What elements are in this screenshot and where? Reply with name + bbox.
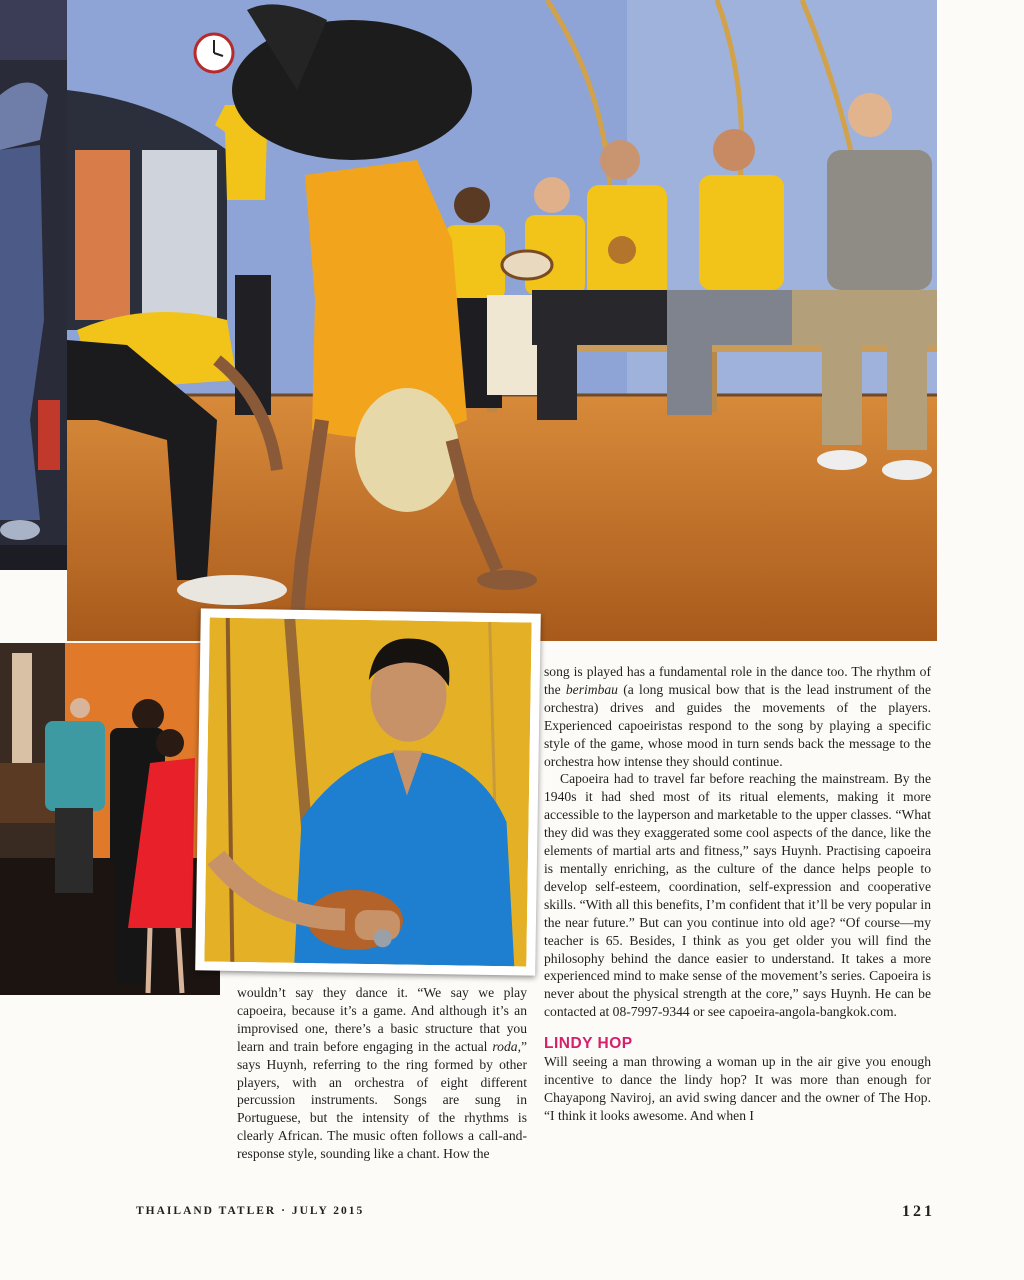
portrait-photo-huynh bbox=[204, 617, 531, 966]
article-paragraph: Will seeing a man throwing a woman up in the air give you enough incentive to dance the lindy hop? It was more than enough for Chayapong Naviroj, an avid swing dancer and the owner of The Hop. “I think it looks awesome. And when I bbox=[544, 1054, 931, 1123]
portrait-photo-frame bbox=[195, 608, 541, 975]
article-column-left bbox=[237, 984, 527, 1163]
left-edge-photo bbox=[0, 0, 67, 570]
magazine-footer: THAILAND TATLER · JULY 2015 bbox=[136, 1205, 365, 1217]
hero-photo-capoeira bbox=[67, 0, 937, 641]
article-column-right bbox=[544, 663, 931, 1125]
page-number: 121 bbox=[902, 1203, 935, 1220]
section-heading: LINDY HOP bbox=[544, 1035, 633, 1053]
emphasis-term: roda bbox=[492, 1038, 518, 1054]
couples-dancing-photo bbox=[0, 643, 220, 995]
article-paragraph: song is played has a fundamental role in the dance too. The rhythm of the berimbau (a long musical bow that is the lead instrument of the orchestra) drives and guides the movements of the players. Experienced capoeiristas respond to the song by playing a specific style of the game, whose mood in turn sends back the message to the orchestra how intense they should continue. bbox=[544, 664, 932, 769]
article-paragraph: Capoeira had to travel far before reaching the mainstream. By the 1940s it had shed most of its ritual elements, making it more accessible to the layperson and marketable to the upper classes. “What they did was they exaggerated some cool aspects of the dance, like the elements of martial arts and fitness,” says Huynh. Practising capoeira is mentally enriching, as the culture of the dance helps people to develop self-esteem, coordination, self-expression and cooperative skills. “With all this benefits, I’m confident that it’ll be very popular in the near future.” But can you continue into old age? “Of course—my teacher is 65. Besides, I think as you get older you will find the philosophy behind the dance easier to understand. It takes a more experienced mind to make sense of the movement’s series. Capoeira is never about the physical strength at the core,” says Huynh. He can be contacted at 08-7997-9344 or see capoeira-angola-bangkok.com. bbox=[544, 771, 931, 1020]
article-paragraph: wouldn’t say they dance it. “We say we play capoeira, because it’s a game. And although it’s an improvised one, there’s a basic structure that you learn and train before engaging in the actual roda,” says Huynh, referring to the ring formed by other players, with an orchestra of eight different percussion instruments. Songs are sung in Portuguese, but the intensity of the rhythms is clearly African. The music often follows a call-and-response style, sounding like a chant. How the bbox=[237, 985, 527, 1162]
emphasis-term: berimbau bbox=[565, 681, 618, 697]
